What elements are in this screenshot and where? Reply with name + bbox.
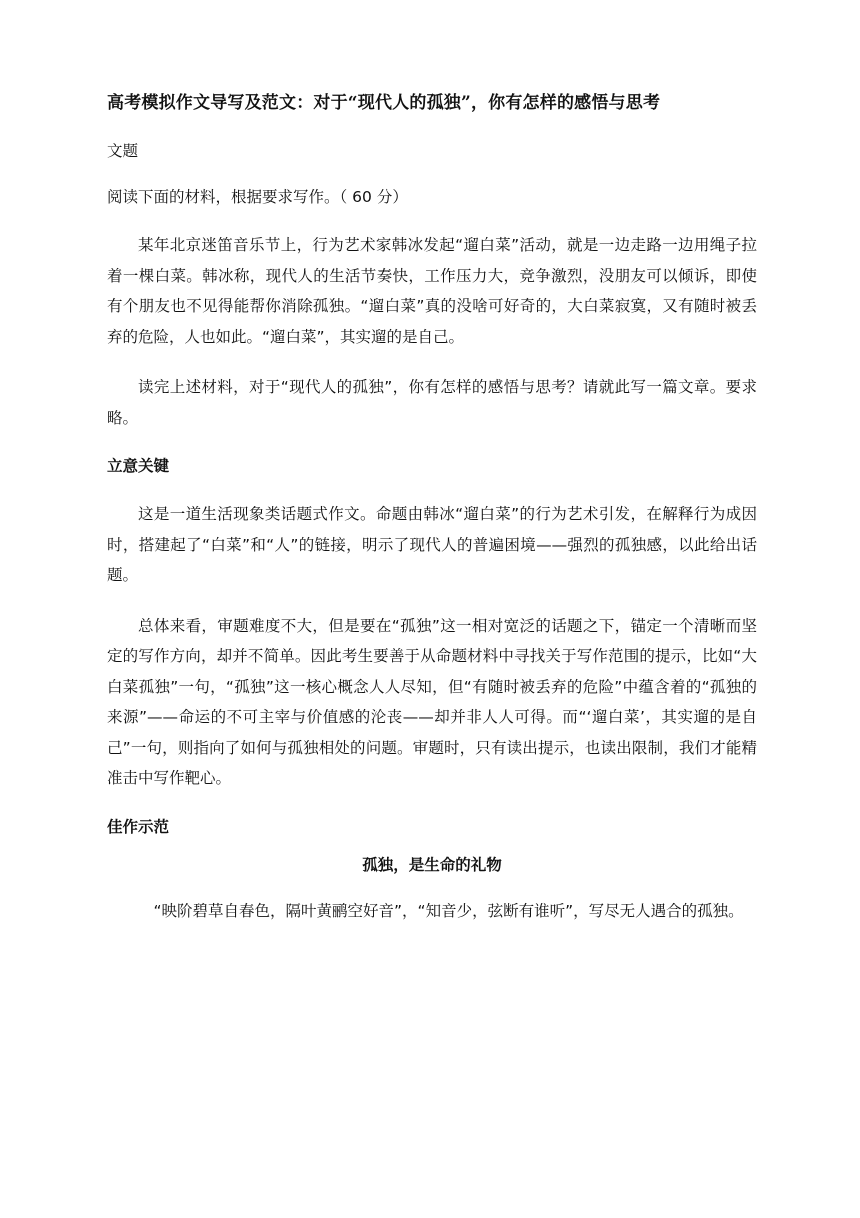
analysis-paragraph-1: 这是一道生活现象类话题式作文。命题由韩冰“遛白菜”的行为艺术引发，在解释行为成因时，搭建起了“白菜”和“人”的链接，明示了现代人的普遍困境——强烈的孤独感，以此给出话题。 <box>107 505 757 584</box>
analysis-paragraph-2: 总体来看，审题难度不大，但是要在“孤独”这一相对宽泛的话题之下，锚定一个清晰而坚定的写作方向，却并不简单。因此考生要善于从命题材料中寻找关于写作范围的提示，比如“大白菜孤独”一句，“孤独”这一核心概念人人尽知，但“有随时被丢弃的危险”中蕴含着的“孤独的来源”——命运的不可主宰与价值感的沦丧——却并非人人可得。而“‘遛白菜’，其实遛的是自己”一句，则指向了如何与孤独相处的问题。审题时，只有读出提示，也读出限制，我们才能精准击中写作靶心。 <box>107 616 757 787</box>
requirement-paragraph: 读完上述材料，对于“现代人的孤独”，你有怎样的感悟与思考？请就此写一篇文章。要求略。 <box>107 378 757 427</box>
material-paragraph: 某年北京迷笛音乐节上，行为艺术家韩冰发起“遛白菜”活动，就是一边走路一边用绳子拉着一棵白菜。韩冰称，现代人的生活节奏快，工作压力大，竞争激烈，没朋友可以倾诉，即使有个朋友也不见得能帮你消除孤独。“遛白菜”真的没啥可好奇的，大白菜寂寞，又有随时被丢弃的危险，人也如此。“遛白菜”，其实遛的是自己。 <box>107 236 757 346</box>
heading-liyi: 立意关键 <box>107 457 170 475</box>
document-page <box>107 88 757 946</box>
section-label-wenti: 文题 <box>107 142 139 160</box>
document-title: 高考模拟作文导写及范文：对于“现代人的孤独”，你有怎样的感悟与思考 <box>107 93 661 113</box>
essay-paragraph-1: “映阶碧草自春色，隔叶黄鹂空好音”，“知音少，弦断有谁听”，写尽无人遇合的孤独。 <box>153 901 744 920</box>
heading-jiazuo: 佳作示范 <box>107 817 170 836</box>
instruction-text: 阅读下面的材料，根据要求写作。（ 60 分） <box>107 188 408 206</box>
essay-title: 孤独，是生命的礼物 <box>362 855 502 874</box>
